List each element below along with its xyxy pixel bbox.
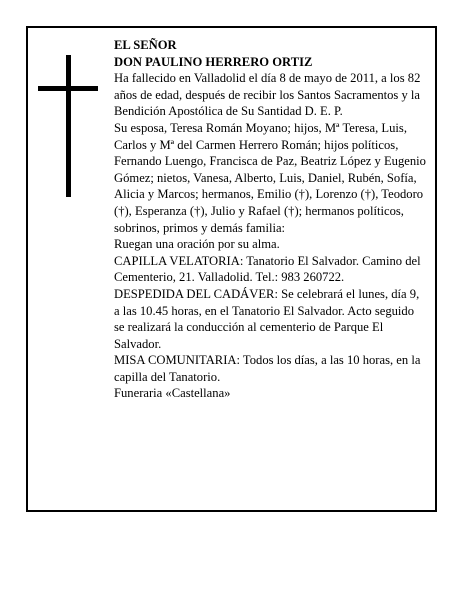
latin-cross-icon [38,55,98,197]
cross-horizontal-bar [38,86,98,91]
prayer-request: Ruegan una oración por su alma. [114,237,280,252]
wake-chapel-info: CAPILLA VELATORIA: Tanatorio El Salvador. Camino del Cementerio, 21. Valladolid. Tel.: 983 260722. [114,253,421,285]
obituary-text [114,37,426,402]
cross-vertical-bar [66,55,71,197]
farewell-info: DESPEDIDA DEL CADÁVER: Se celebrará el lunes, día 9, a las 10.45 horas, en el Tanatorio El Salvador. Acto seguido se realizará la conducción al cementerio de Parque El Salvador. [114,286,420,351]
family-list: Su esposa, Teresa Román Moyano; hijos, Mª Teresa, Luis, Carlos y Mª del Carmen Herrero Román; hijos políticos, Fernando Luengo, Francisca de Paz, Beatriz López y Eugenio Gómez; nietos, Vanesa, Alberto, Luis, Daniel, Rubén, Sofía, Alicia y Marcos; hermanos, Emilio (†), Lorenzo (†), Teodoro (†), Esperanza (†), Julio y Rafael (†); hermanos políticos, sobrinos, primos y demás familia: [114,120,426,235]
mass-info: MISA COMUNITARIA: Todos los días, a las 10 horas, en la capilla del Tanatorio. [114,353,421,384]
death-announcement: Ha fallecido en Valladolid el día 8 de mayo de 2011, a los 82 años de edad, después de recibir los Santos Sacramentos y la Bendición Apostólica de Su Santidad D. E. P. [114,71,421,119]
title-line-1: EL SEÑOR [114,38,177,52]
funeral-home: Funeraria «Castellana» [114,386,231,401]
deceased-name: DON PAULINO HERRERO ORTIZ [114,54,313,69]
